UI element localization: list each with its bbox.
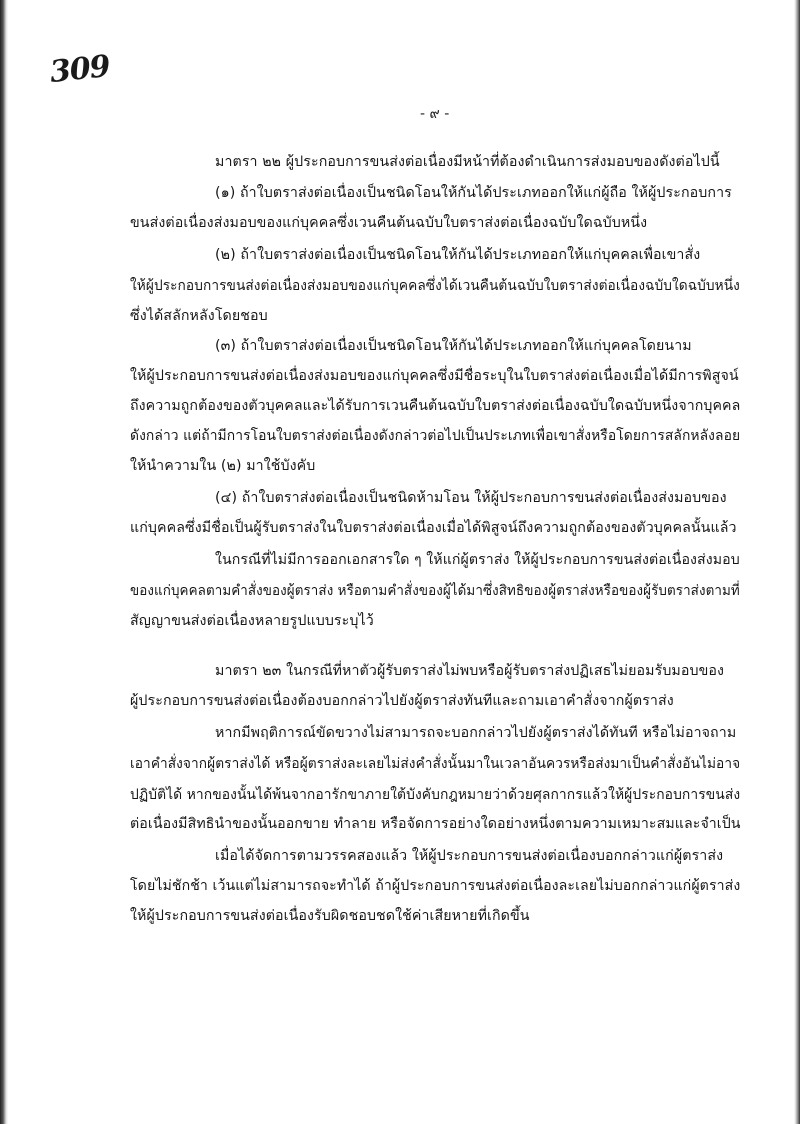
text-line: ผู้ประกอบการขนส่งต่อเนื่องต้องบอกกล่าวไปยังผู้ตราส่งทันทีและถามเอาคำสั่งจากผู้ตราส่ง — [130, 693, 674, 709]
text-line: แก่บุคคลซึ่งมีชื่อเป็นผู้รับตราส่งในใบตราส่งต่อเนื่องเมื่อได้พิสูจน์ถึงความถูกต้องของตัวบุคคลนั้นแล้ว — [130, 520, 737, 536]
scan-edge-right — [794, 0, 800, 1124]
text-line: ซึ่งได้สลักหลังโดยชอบ — [130, 308, 268, 324]
text-line: ให้นำความใน (๒) มาใช้บังคับ — [130, 458, 316, 474]
text-line: ในกรณีที่ไม่มีการออกเอกสารใด ๆ ให้แก่ผู้ตราส่ง ให้ผู้ประกอบการขนส่งต่อเนื่องส่งมอบ — [215, 552, 740, 568]
handwritten-page-number: 309 — [48, 48, 112, 91]
text-line: ดังกล่าว แต่ถ้ามีการโอนใบตราส่งต่อเนื่องดังกล่าวต่อไปเป็นประเภทเพื่อเขาสั่งหรือโดยการสลักหลังลอย — [130, 428, 741, 444]
scan-edge-left — [0, 0, 8, 1124]
section-23-heading: มาตรา ๒๓ ในกรณีที่หาตัวผู้รับตราส่งไม่พบหรือผู้รับตราส่งปฏิเสธไม่ยอมรับมอบของ — [215, 663, 725, 679]
text-line: (๔) ถ้าใบตราส่งต่อเนื่องเป็นชนิดห้ามโอน ให้ผู้ประกอบการขนส่งต่อเนื่องส่งมอบของ — [215, 490, 727, 506]
section-22-heading: มาตรา ๒๒ ผู้ประกอบการขนส่งต่อเนื่องมีหน้าที่ต้องดำเนินการส่งมอบของดังต่อไปนี้ — [215, 154, 720, 170]
page-number: - ๙ - — [420, 106, 450, 122]
text-line: (๓) ถ้าใบตราส่งต่อเนื่องเป็นชนิดโอนให้กันได้ประเภทออกให้แก่บุคคลโดยนาม — [215, 338, 692, 354]
text-line: ของแก่บุคคลตามคำสั่งของผู้ตราส่ง หรือตามคำสั่งของผู้ได้มาซึ่งสิทธิของผู้ตราส่งหรือของผู้รับตราส่งตามที่ — [130, 583, 740, 599]
text-line: ให้ผู้ประกอบการขนส่งต่อเนื่องส่งมอบของแก่บุคคลซึ่งมีชื่อระบุในใบตราส่งต่อเนื่องเมื่อได้มีการพิสูจน์ — [130, 368, 739, 384]
text-line: เมื่อได้จัดการตามวรรคสองแล้ว ให้ผู้ประกอบการขนส่งต่อเนื่องบอกกล่าวแก่ผู้ตราส่ง — [215, 848, 724, 864]
text-line: หากมีพฤติการณ์ขัดขวางไม่สามารถจะบอกกล่าวไปยังผู้ตราส่งได้ทันที หรือไม่อาจถาม — [215, 725, 737, 741]
text-line: โดยไม่ชักช้า เว้นแต่ไม่สามารถจะทำได้ ถ้าผู้ประกอบการขนส่งต่อเนื่องละเลยไม่บอกกล่าวแก่ผู้ตราส่ง — [130, 878, 741, 894]
text-line: ขนส่งต่อเนื่องส่งมอบของแก่บุคคลซึ่งเวนคืนต้นฉบับใบตราส่งต่อเนื่องฉบับใดฉบับหนึ่ง — [130, 215, 648, 231]
text-line: (๑) ถ้าใบตราส่งต่อเนื่องเป็นชนิดโอนให้กันได้ประเภทออกให้แก่ผู้ถือ ให้ผู้ประกอบการ — [215, 185, 732, 201]
text-line: ปฏิบัติได้ หากของนั้นได้พ้นจากอารักขาภายใต้บังคับกฎหมายว่าด้วยศุลกากรแล้วให้ผู้ประกอบการขนส่ง — [130, 787, 741, 803]
text-line: ให้ผู้ประกอบการขนส่งต่อเนื่องส่งมอบของแก่บุคคลซึ่งได้เวนคืนต้นฉบับใบตราส่งต่อเนื่องฉบับใดฉบับหนึ่ง — [130, 278, 740, 294]
text-line: เอาคำสั่งจากผู้ตราส่งได้ หรือผู้ตราส่งละเลยไม่ส่งคำสั่งนั้นมาในเวลาอันควรหรือส่งมาเป็นคำสั่งอันไม่อาจ — [130, 756, 741, 772]
text-line: สัญญาขนส่งต่อเนื่องหลายรูปแบบระบุไว้ — [130, 613, 374, 629]
text-line: (๒) ถ้าใบตราส่งต่อเนื่องเป็นชนิดโอนให้กันได้ประเภทออกให้แก่บุคคลเพื่อเขาสั่ง — [215, 247, 701, 263]
text-line: ถึงความถูกต้องของตัวบุคคลและได้รับการเวนคืนต้นฉบับใบตราส่งต่อเนื่องฉบับใดฉบับหนึ่งจากบุคคล — [130, 398, 741, 414]
text-line: ให้ผู้ประกอบการขนส่งต่อเนื่องรับผิดชอบชดใช้ค่าเสียหายที่เกิดขึ้น — [130, 908, 530, 924]
text-line: ต่อเนื่องมีสิทธินำของนั้นออกขาย ทำลาย หรือจัดการอย่างใดอย่างหนึ่งตามความเหมาะสมและจำเป็น — [130, 816, 741, 832]
